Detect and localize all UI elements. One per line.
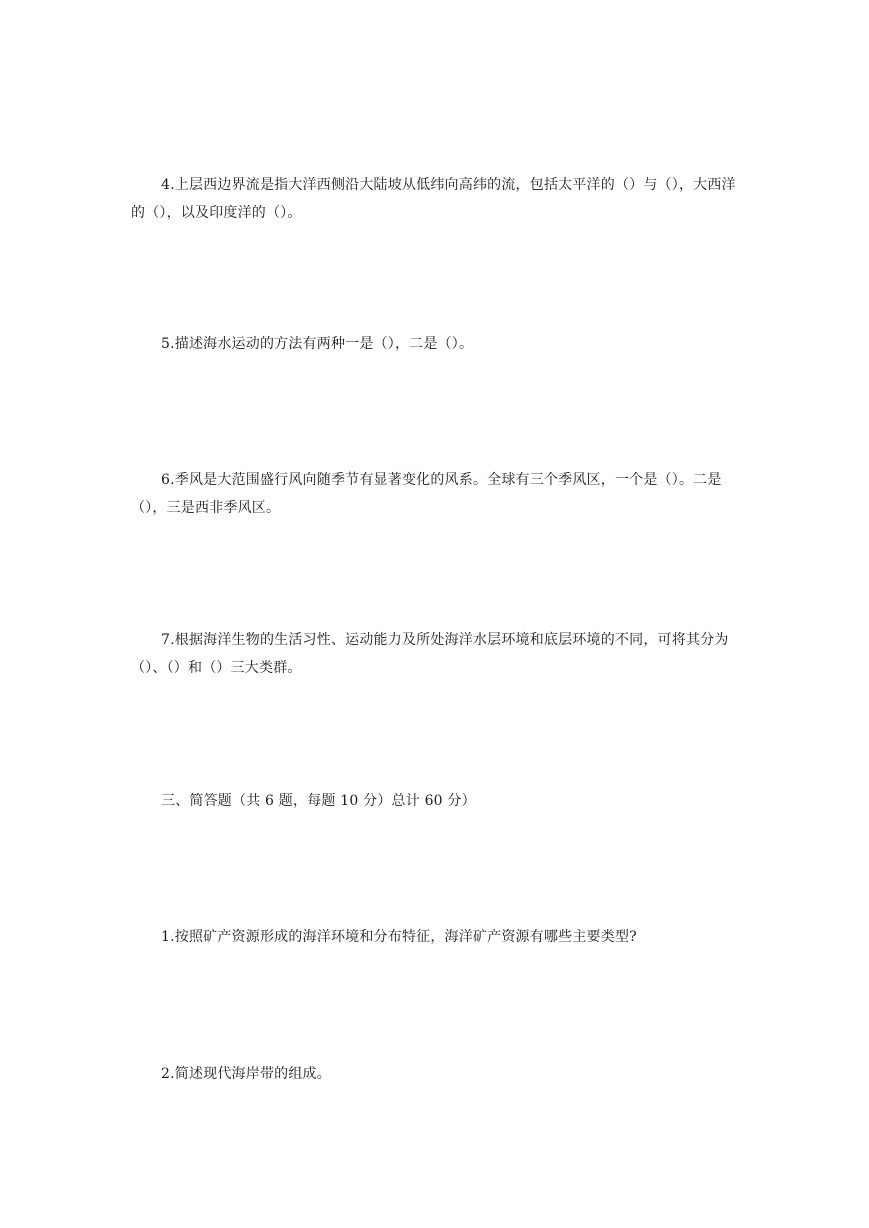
section-heading-short-answer: 三、简答题（共 6 题，每题 10 分）总计 60 分） <box>161 793 476 809</box>
short-answer-question-1: 1.按照矿产资源形成的海洋环境和分布特征，海洋矿产资源有哪些主要类型? <box>161 929 637 945</box>
question-5-text: 5.描述海水运动的方法有两种一是（），二是（）。 <box>161 336 474 352</box>
question-4-text: 4.上层西边界流是指大洋西侧沿大陆坡从低纬向高纬的流，包括太平洋的（）与（），大西洋的（），以及印度洋的（）。 <box>131 177 736 221</box>
short-answer-question-2: 2.简述现代海岸带的组成。 <box>161 1066 331 1082</box>
question-7-text: 7.根据海洋生物的生活习性、运动能力及所处海洋水层环境和底层环境的不同，可将其分为（）、（）和（）三大类群。 <box>131 632 729 676</box>
question-6-text: 6.季风是大范围盛行风向随季节有显著变化的风系。全球有三个季风区，一个是（）。二是（），三是西非季风区。 <box>131 472 722 516</box>
